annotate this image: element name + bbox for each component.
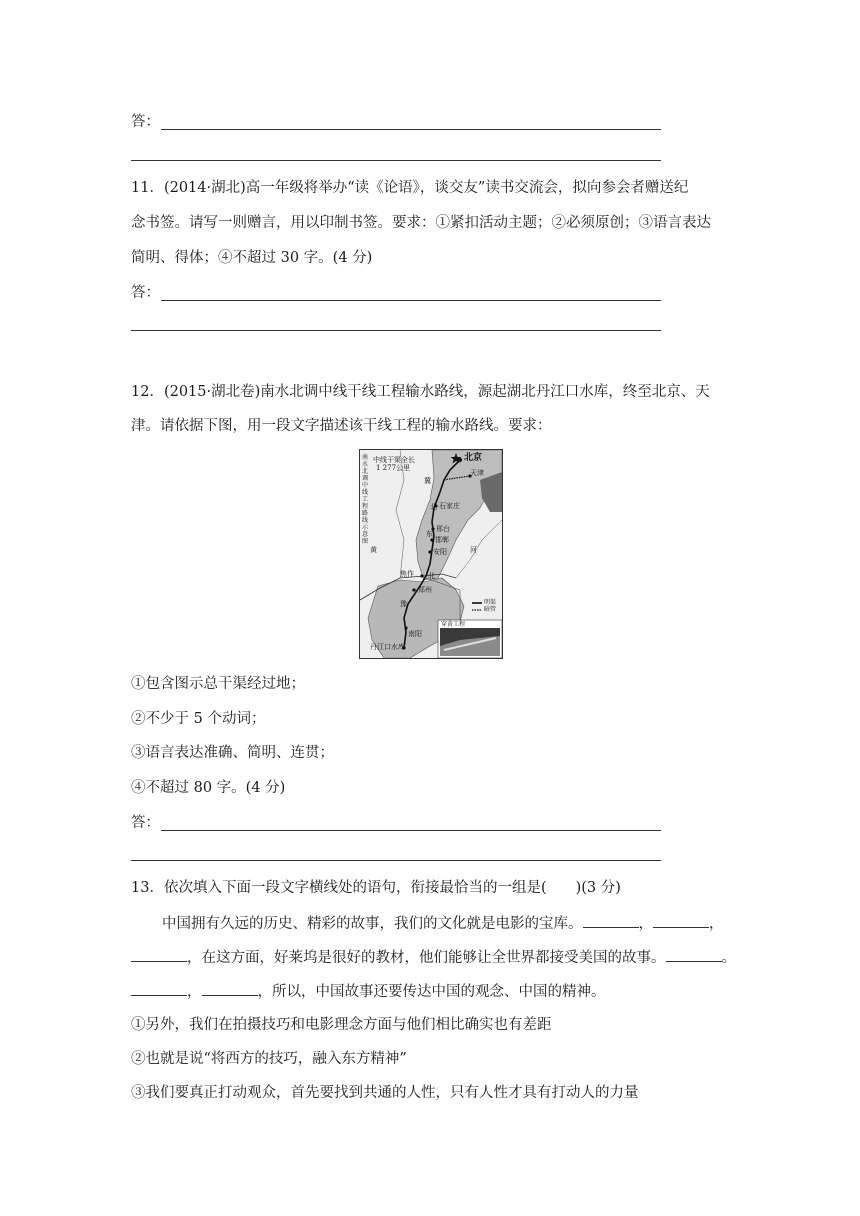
map-province-bei-2: 北 <box>428 572 435 580</box>
map-province-yu: 豫 <box>400 600 407 608</box>
q13-comma: ， <box>709 916 724 932</box>
map-city-jiaozuo: 焦作 <box>400 570 414 578</box>
q13-period: 。 <box>721 950 736 966</box>
q12-requirement-2: ②不少于 5 个动词； <box>131 711 266 727</box>
q13-text-1a: 中国拥有久远的历史、精彩的故事，我们的文化就是电影的宝库。 <box>162 916 583 932</box>
map-length-label-2: 1 277公里 <box>376 464 411 472</box>
q13-option-1: ①另外，我们在拍摄技巧和电影理念方面与他们相比确实也有差距 <box>131 1017 552 1033</box>
q13-option-2: ②也就是说“将西方的技巧，融入东方精神” <box>131 1051 407 1067</box>
q13-blank-2[interactable] <box>653 912 709 928</box>
q12-requirement-3: ③语言表达准确、简明、连贯； <box>131 745 334 761</box>
map-city-xingtai: 邢台 <box>436 525 450 533</box>
answer-label: 答： <box>131 815 160 831</box>
map-city-handan: 邯郸 <box>435 536 449 544</box>
map-province-dong: 东 <box>426 530 433 538</box>
q13-stem: 13．依次填入下面一段文字横线处的语句，衔接最恰当的一组是( )(3 分) <box>131 880 621 896</box>
map-city-anyang: 安阳 <box>433 548 447 556</box>
answer-underline <box>161 830 661 831</box>
answer-line[interactable] <box>131 112 661 132</box>
q13-blank-3[interactable] <box>131 946 187 962</box>
route-map-figure <box>359 449 503 659</box>
q11-stem-line-3: 简明、得体；④不超过 30 字。(4 分) <box>131 250 373 266</box>
map-legend-open-channel: 明渠 <box>484 599 497 606</box>
answer-underline <box>161 129 661 130</box>
q12-stem-line-2: 津。请依据下图，用一段文字描述该干线工程的输水路线。要求： <box>131 418 552 434</box>
q13-paragraph-line-3 <box>131 980 606 1002</box>
q13-blank-1[interactable] <box>583 912 639 928</box>
map-province-bei: 北 <box>430 503 437 511</box>
q13-comma: ， <box>187 984 202 1000</box>
q12-requirement-4: ④不超过 80 字。(4 分) <box>131 780 286 796</box>
map-graphic <box>360 450 502 658</box>
q13-paragraph-line-1 <box>162 912 724 934</box>
q12-stem-line-1: 12．(2015·湖北卷)南水北调中线干线工程输水路线，源起湖北丹江口水库，终至北京、天 <box>131 384 710 400</box>
map-city-beijing: 北京 <box>464 453 483 463</box>
map-length-label-1: 中线干渠全长 <box>373 456 415 464</box>
map-inset-label: 穿黄工程 <box>441 621 466 628</box>
q12-answer-rule-extra[interactable] <box>131 860 661 861</box>
q13-blank-6[interactable] <box>202 980 258 996</box>
q13-blank-5[interactable] <box>131 980 187 996</box>
answer-label: 答： <box>131 114 160 130</box>
map-side-title: 南水北调中线工程路线示意图 <box>362 454 369 545</box>
map-city-danjiangkou: 丹江口水库 <box>370 643 405 651</box>
q11-answer-line[interactable] <box>131 283 661 303</box>
q11-stem-line-2: 念书签。请写一则赠言，用以印制书签。要求：①紧扣活动主题；②必须原创；③语言表达 <box>131 215 711 231</box>
q13-text-2b: ，在这方面，好莱坞是很好的教材，他们能够让全世界都接受美国的故事。 <box>187 950 666 966</box>
map-label-huang: 黄 <box>370 546 377 554</box>
q12-answer-line[interactable] <box>131 813 661 833</box>
q13-comma: ， <box>638 916 653 932</box>
map-province-ji: 冀 <box>424 477 431 485</box>
q11-answer-rule-extra[interactable] <box>131 330 661 331</box>
q11-stem-line-1: 11．(2014·湖北)高一年级将举办“读《论语》，谈交友”读书交流会，拟向参会者赠送纪 <box>131 180 689 196</box>
map-city-nanyang: 南阳 <box>408 630 422 638</box>
map-city-shijiazhuang: 石家庄 <box>439 502 460 510</box>
q13-paragraph-line-2 <box>131 946 736 968</box>
map-legend-pipe: 暗管 <box>484 606 497 613</box>
q13-blank-4[interactable] <box>666 946 722 962</box>
map-city-zhengzhou: 郑州 <box>418 586 432 594</box>
map-city-tianjin: 天津 <box>470 469 484 477</box>
answer-rule-extra[interactable] <box>131 160 661 161</box>
q13-option-3: ③我们要真正打动观众，首先要找到共通的人性，只有人性才具有打动人的力量 <box>131 1085 639 1101</box>
answer-label: 答： <box>131 285 160 301</box>
map-label-he: 河 <box>470 546 477 554</box>
q13-text-3b: ，所以，中国故事还要传达中国的观念、中国的精神。 <box>257 984 606 1000</box>
answer-underline <box>161 300 661 301</box>
q12-requirement-1: ①包含图示总干渠经过地； <box>131 676 305 692</box>
